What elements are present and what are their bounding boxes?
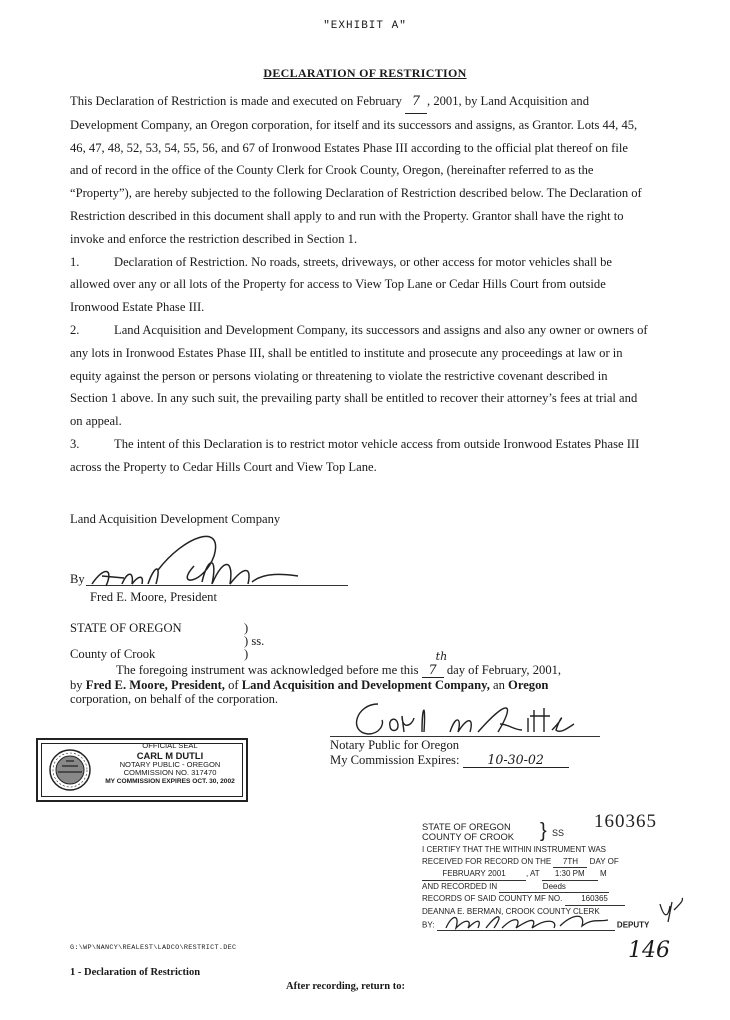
received-time: 1:30 PM — [542, 868, 598, 881]
section-text: Declaration of Restriction. No roads, streets, driveways, or other access for motor vehicles shall be allowed over any or all lots of the Property for access to View Top Lane or Cedar Hills Court from outside Ironwood Estate Phase III. — [70, 254, 612, 315]
ack-day-suffix: th — [435, 650, 448, 663]
recording-ss: SS — [552, 828, 565, 838]
page-footer: 1 - Declaration of Restriction — [70, 967, 201, 978]
paren: ) — [244, 647, 249, 661]
seal-notary-name: CARL M DUTLI — [136, 749, 204, 761]
recording-date-time — [422, 868, 692, 881]
of-text: of — [224, 678, 242, 692]
ack-text: The foregoing instrument was acknowledged before me this — [116, 663, 422, 677]
deputy-by-label: BY: — [422, 919, 435, 929]
paren: ) — [244, 621, 249, 635]
by-text: by — [70, 678, 86, 692]
section-1 — [70, 251, 648, 319]
deputy-signature — [442, 910, 612, 936]
recorded-in-label: AND RECORDED IN — [422, 881, 498, 891]
seal-expiration: MY COMMISSION EXPIRES OCT. 30, 2002 — [105, 777, 235, 785]
seal-text-block — [98, 742, 242, 786]
deputy-label: DEPUTY — [616, 919, 650, 929]
notary-signature-line — [330, 736, 600, 737]
by-label: By — [70, 572, 85, 586]
recording-county: COUNTY OF CROOK — [422, 831, 515, 842]
signer-name: Fred E. Moore, President — [90, 590, 217, 604]
acknowledgment-line — [116, 650, 562, 678]
recording-received — [422, 856, 692, 869]
document-body — [70, 90, 648, 479]
notary-title: Notary Public for Oregon — [330, 738, 460, 752]
mf-number: 160365 — [565, 893, 625, 906]
an-text: an — [489, 678, 509, 692]
official-seal — [36, 738, 248, 802]
intro-text-start: This Declaration of Restriction is made and executed on February — [70, 94, 406, 108]
commission-date: 10-30-02 — [463, 752, 569, 768]
seal-line-official: OFFICIAL SEAL — [142, 741, 198, 750]
recorded-book: Deeds — [499, 881, 609, 894]
seal-line-notary: NOTARY PUBLIC - OREGON — [119, 759, 221, 769]
day-of-label: DAY OF — [589, 856, 619, 866]
received-month-year: FEBRUARY 2001 — [422, 868, 526, 881]
recording-doc-number: 160365 — [594, 811, 657, 832]
exhibit-label: "EXHIBIT A" — [323, 20, 407, 32]
return-to-label: After recording, return to: — [286, 981, 405, 992]
recording-clerk: DEANNA E. BERMAN, CROOK COUNTY CLERK — [422, 906, 600, 916]
ss-label: ) ss. — [244, 634, 265, 648]
commission-expires — [330, 752, 569, 768]
m-suffix: M — [599, 869, 607, 879]
records-label: RECORDS OF SAID COUNTY MF NO. — [422, 894, 563, 904]
document-title: DECLARATION OF RESTRICTION — [263, 66, 467, 80]
section-number: 2. — [70, 322, 80, 337]
recording-certify: I CERTIFY THAT THE WITHIN INSTRUMENT WAS — [422, 845, 607, 854]
section-number: 3. — [70, 436, 80, 451]
recording-deputy-line — [422, 918, 692, 932]
state-seal-emblem — [48, 748, 92, 792]
recording-stamp — [422, 811, 692, 932]
handwritten-day: 7 — [405, 90, 427, 114]
acknowledged-company: Land Acquisition and Development Company, — [241, 678, 490, 692]
intro-paragraph — [70, 90, 648, 251]
recording-header — [422, 811, 692, 844]
ack-day-handwritten — [422, 650, 448, 678]
ack-text-end: day of February, 2001, — [443, 663, 562, 677]
handwritten-page-number: 146 — [628, 938, 670, 963]
file-path: G:\WP\NANCY\REALEST\LADCO\RESTRICT.DEC — [70, 944, 237, 952]
section-text: Land Acquisition and Development Company, its successors and assigns and also any owner or owners of any lots in Ironwood Estates Phase III, shall be entitled to institute and prosecute any proceedings at law or in equity against the person or persons violating or threatening to violate the restrictive covenant described in Section 1 above. In any such suit, the prevailing party shall be entitled to recover their attorney’s fees at trial and on appeal. — [70, 322, 648, 429]
received-label: RECEIVED FOR RECORD ON THE — [422, 856, 552, 866]
commission-label: My Commission Expires: — [330, 753, 460, 767]
section-number: 1. — [70, 254, 80, 269]
state-label: STATE OF OREGON — [70, 621, 182, 635]
section-text: The intent of this Declaration is to restrict motor vehicle access from outside Ironwood Estates Phase III across the Property to Cedar Hills Court and View Top Lane. — [70, 436, 640, 474]
handwritten-mark — [656, 896, 686, 926]
recording-book — [422, 881, 692, 894]
recording-state: STATE OF OREGON — [422, 821, 511, 832]
intro-text-rest: , 2001, by Land Acquisition and Development Company, an Oregon corporation, for itself and its successors and assigns, as Grantor. Lots 44, 45, 46, 47, 48, 52, 53, 54, 55, 56, and 67 of Ironwood Estates Phase III according to the official plat thereof on file and of record in the office of the County Clerk for Crook County, Oregon, (hereinafter referred to as the “Property”), are hereby subjected to the following Declaration of Restriction described below. The Declaration of Restriction described in this document shall apply to and run with the Property. Grantor shall have the right to invoke and enforce the restriction described in Section 1. — [70, 94, 642, 246]
recording-mf — [422, 893, 692, 906]
acknowledgment-line-3: corporation, on behalf of the corporation. — [70, 692, 279, 706]
at-label: , AT — [526, 869, 540, 879]
ack-day: 7 — [428, 662, 437, 677]
signatory-company: Land Acquisition Development Company — [70, 512, 281, 526]
section-3 — [70, 433, 648, 479]
seal-commission-no: COMMISSION NO. 317470 — [123, 768, 217, 778]
received-day: 7TH — [553, 856, 587, 869]
acknowledgment-line-2 — [70, 678, 548, 693]
acknowledged-state: Oregon — [508, 678, 549, 692]
acknowledged-name: Fred E. Moore, President, — [85, 678, 225, 692]
brace-icon: } — [540, 820, 547, 842]
section-2 — [70, 319, 648, 433]
county-label: County of Crook — [70, 647, 156, 661]
